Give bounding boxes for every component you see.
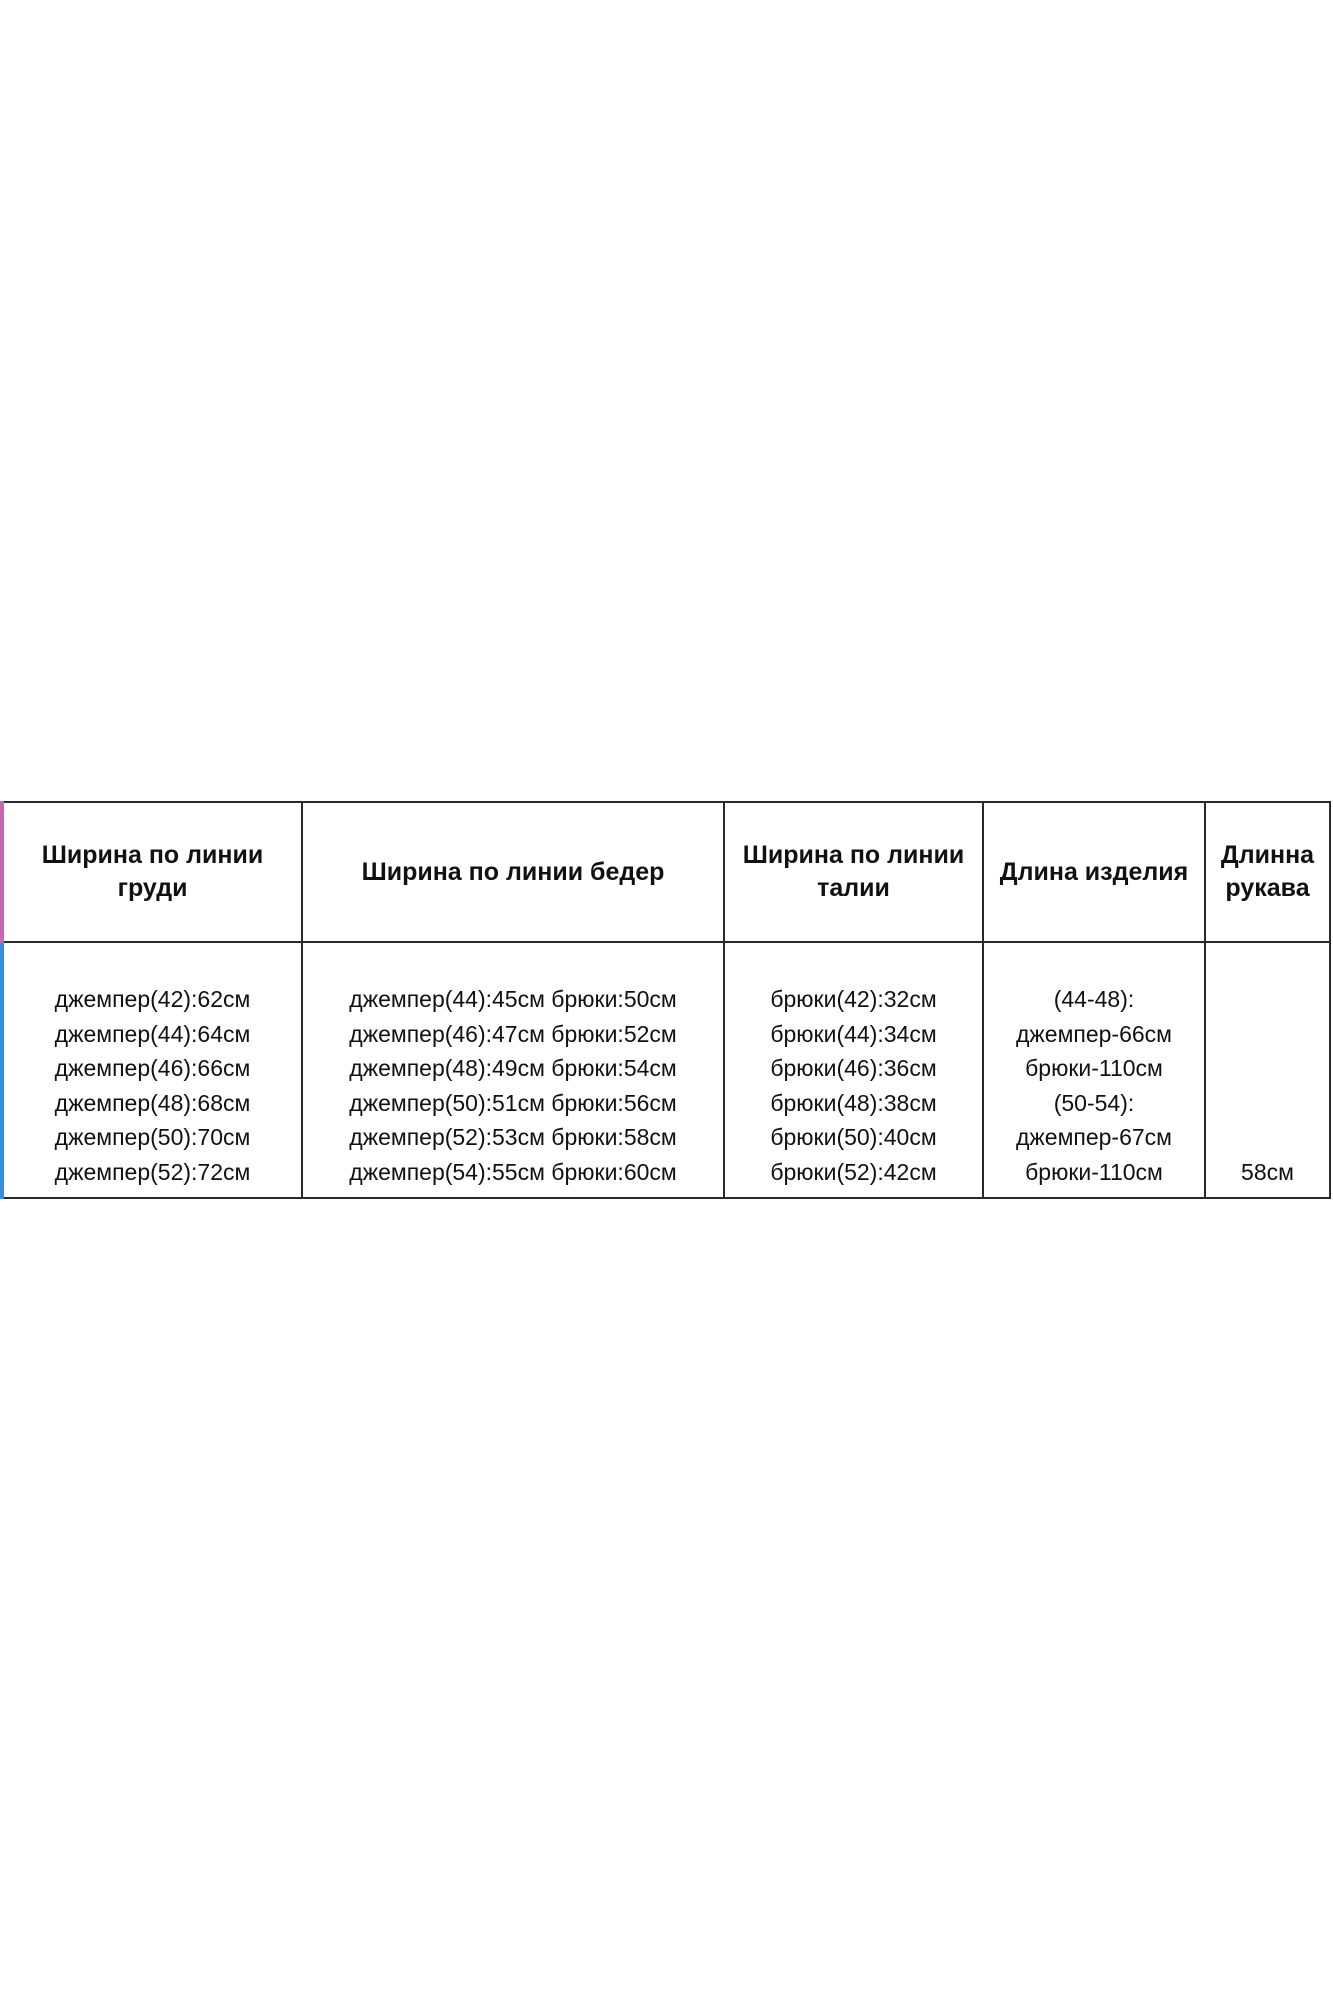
size-chart-table	[0, 801, 1331, 1199]
list-item: брюки(42):32см	[770, 986, 937, 1012]
list-item: джемпер(52):72см	[54, 1158, 251, 1185]
list-item: джемпер(44):64см	[54, 1020, 251, 1047]
list-item: (50-54):	[1053, 1089, 1135, 1116]
table-row	[2, 942, 1330, 1198]
list-item: брюки(48):38см	[770, 1089, 937, 1116]
cell-sleeve-length	[1205, 942, 1330, 1198]
list-item: 58см	[1241, 1158, 1294, 1185]
size-chart-body	[2, 942, 1330, 1198]
list-item: джемпер(46):47см брюки:52см	[349, 1020, 677, 1047]
header-product-length: Длина изделия	[983, 802, 1205, 942]
list-item: джемпер-67см	[1015, 1124, 1172, 1150]
list-item: (44-48):	[1053, 986, 1135, 1012]
list-item: джемпер(54):55см брюки:60см	[349, 1158, 677, 1185]
list-item: джемпер(50):70см	[54, 1124, 251, 1150]
size-chart-header	[2, 802, 1330, 942]
list-item: брюки(52):42см	[770, 1158, 937, 1185]
cell-hip-width	[302, 942, 724, 1198]
list-item: брюки(46):36см	[770, 1055, 937, 1081]
list-item: джемпер(44):45см брюки:50см	[349, 986, 677, 1012]
list-item: брюки-110см	[1025, 1055, 1163, 1081]
cell-chest-width	[2, 942, 302, 1198]
header-chest-width: Ширина по линии груди	[2, 802, 302, 942]
list-item: джемпер(48):49см брюки:54см	[349, 1055, 677, 1081]
list-item: джемпер(48):68см	[54, 1089, 251, 1116]
list-item: джемпер(50):51см брюки:56см	[349, 1089, 677, 1116]
cell-product-length	[983, 942, 1205, 1198]
list-item: джемпер(42):62см	[54, 986, 251, 1012]
list-item: джемпер(52):53см брюки:58см	[349, 1124, 677, 1150]
list-item: брюки-110см	[1025, 1158, 1163, 1185]
header-row	[2, 802, 1330, 942]
cell-waist-width	[724, 942, 983, 1198]
header-sleeve-length: Длинна рукава	[1205, 802, 1330, 942]
list-item: джемпер(46):66см	[54, 1055, 251, 1081]
list-item: джемпер-66см	[1015, 1020, 1172, 1047]
header-waist-width: Ширина по линии талии	[724, 802, 983, 942]
list-item: брюки(50):40см	[770, 1124, 937, 1150]
list-item: брюки(44):34см	[770, 1020, 937, 1047]
header-hip-width: Ширина по линии бедер	[302, 802, 724, 942]
